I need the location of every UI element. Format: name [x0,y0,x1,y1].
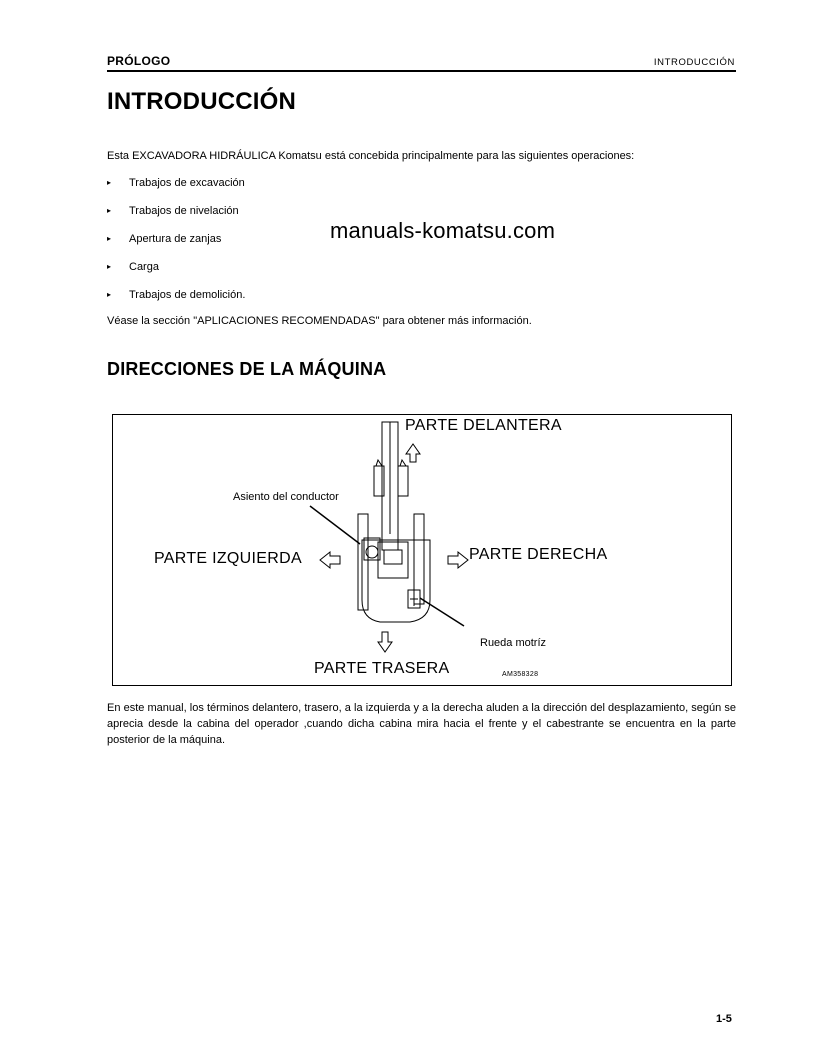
list-item-text: Trabajos de excavación [129,177,245,189]
see-also-note: Véase la sección "APLICACIONES RECOMENDADAS" para obtener más información. [107,315,532,327]
list-item-text: Trabajos de demolición. [129,289,246,301]
operator-seat-label: Asiento del conductor [233,491,339,503]
operations-list [107,176,245,316]
list-item-text: Carga [129,261,159,273]
left-direction-label: PARTE IZQUIERDA [154,550,302,567]
directions-explanation: En este manual, los términos delantero, trasero, a la izquierda y a la derecha aluden a la dirección del desplazamiento, según se aprecia desde la cabina del operador ,cuando dicha cabina mira hacia el frente y el cabestrante se encuentra en la parte posterior de la máquina. [107,702,736,746]
list-item [107,176,245,204]
header-topic: INTRODUCCIÓN [653,57,735,68]
bullet-icon: ▸ [107,206,112,215]
front-direction-label: PARTE DELANTERA [405,417,562,434]
list-item-text: Apertura de zanjas [129,233,222,245]
list-item [107,288,245,316]
intro-sentence: Esta EXCAVADORA HIDRÁULICA Komatsu está concebida principalmente para las siguientes operaciones: [107,150,635,162]
figure-code: AM358328 [502,671,539,678]
watermark-text: manuals-komatsu.com [330,218,556,243]
section-title: DIRECCIONES DE LA MÁQUINA [107,359,387,379]
bullet-icon: ▸ [107,262,112,271]
bullet-icon: ▸ [107,290,112,299]
list-item-text: Trabajos de nivelación [129,205,239,217]
header-section: PRÓLOGO [107,54,171,68]
list-item [107,232,245,260]
bullet-icon: ▸ [107,234,112,243]
bullet-icon: ▸ [107,178,112,187]
machine-directions-diagram [112,414,732,686]
rear-direction-label: PARTE TRASERA [314,660,450,677]
list-item [107,260,245,288]
page-title: INTRODUCCIÓN [107,88,297,115]
page-number: 1-5 [716,1013,732,1025]
list-item [107,204,245,232]
header-divider [107,70,736,72]
right-direction-label: PARTE DERECHA [469,546,608,563]
sprocket-label: Rueda motríz [480,637,547,649]
